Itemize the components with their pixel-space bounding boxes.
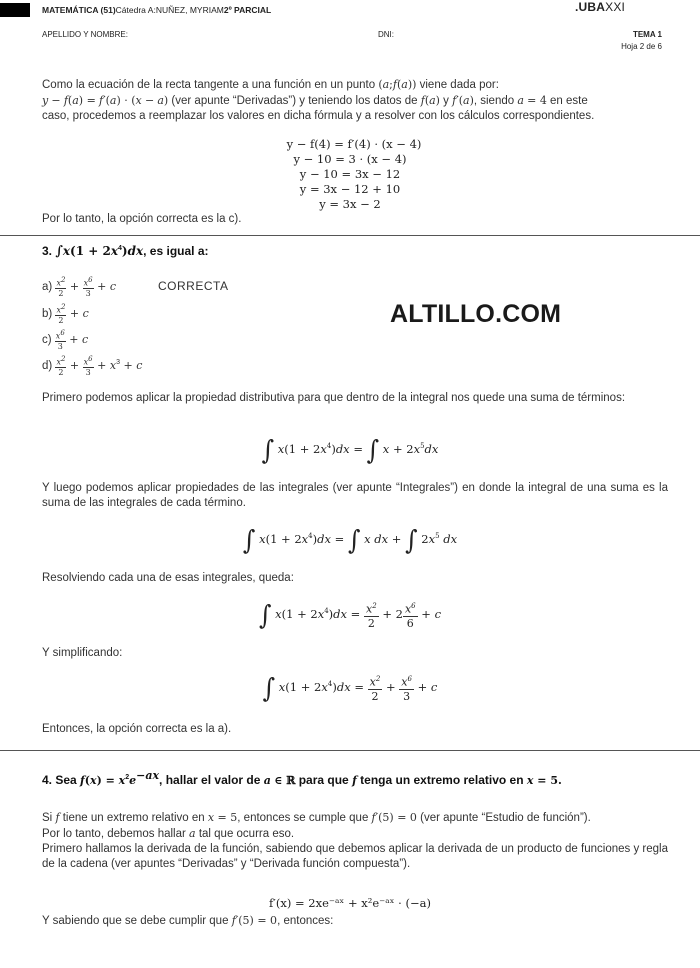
name-label: APELLIDO Y NOMBRE: [42, 30, 128, 39]
q3-equation-1: ∫ $x(1 + 2x^4)dx$ = ∫ $x + 2x^5dx$ [261, 434, 439, 466]
q4-paragraph-2: Y sabiendo que se debe cumplir que f′(5) = 0, entonces: [42, 914, 334, 927]
watermark: ALTILLO.COM [390, 300, 562, 328]
equation-line: y = 3x − 2 [319, 197, 381, 211]
question-3-heading: 3. $\int x(1 + 2x^4)dx$, es igual a: [42, 244, 209, 259]
header-bar [0, 3, 30, 17]
tangent-equations [0, 137, 700, 212]
tema-info: TEMA 1 Hoja 2 de 6 [621, 30, 662, 51]
correct-label: CORRECTA [158, 279, 229, 293]
intro-conclusion: Por lo tanto, la opción correcta es la c). [42, 213, 242, 225]
option-d: d) $\frac{x^2}{2}$ + $\frac{x^6}{3}$ + $x^3 + c$ [42, 355, 143, 377]
exam-title: MATEMÁTICA (51)Cátedra A:NUÑEZ, MYRIAM2º PARCIAL [42, 5, 272, 15]
option-a: a) $\frac{x^2}{2}$ + $\frac{x^6}{3}$ + c [42, 276, 117, 298]
equation-line: y − 10 = 3x − 12 [299, 167, 401, 181]
q3-paragraph-1: Primero podemos aplicar la propiedad distributiva para que dentro de la integral nos quede una suma de términos: [42, 392, 626, 404]
option-c: c) $\frac{x^6}{3}$ + c [42, 329, 89, 351]
divider [0, 235, 700, 236]
q3-paragraph-2: Y luego podemos aplicar propiedades de las integrales (ver apunte “Integrales”) en donde la integral de una suma es la suma de las integrales de cada término. [42, 482, 668, 509]
q3-paragraph-4: Y simplificando: [42, 647, 123, 659]
q4-derivative-equation: f′(x) = 2xe⁻ᵃˣ + x²e⁻ᵃˣ · (−a) [269, 896, 431, 910]
equation-line: y − 10 = 3 · (x − 4) [293, 152, 407, 166]
divider [0, 750, 700, 751]
equation-line: y = 3x − 12 + 10 [299, 182, 401, 196]
equation-line: y − f(4) = f′(4) · (x − 4) [286, 137, 422, 151]
dni-label: DNI: [378, 30, 394, 39]
q4-paragraph-1: Si f tiene un extremo relativo en x = 5, entonces se cumple que f′(5) = 0 (ver apunte “Estudio de función”). Por lo tanto, debemos hallar a tal que ocurra eso. Primero hallamos la derivada de la función, sabiendo que debemos aplicar la derivada de un producto de funciones y regla de la cadena (ver apuntes “Derivadas” y “Derivada función compuesta”). [42, 811, 668, 870]
question-4-heading: 4. Sea $f(x) = x^2e^{-ax}$, hallar el valor de a ∈ ℝ para que f tenga un extremo relativo en x = 5. [42, 769, 562, 787]
q3-equation-2: ∫ $x(1 + 2x^4)dx$ = ∫ x dx + ∫ $2x^5$ dx [242, 524, 458, 556]
option-b: b) $\frac{x^2}{2}$ + c [42, 303, 89, 325]
q3-equation-3: ∫ $x(1 + 2x^4)dx$ = $\frac{x^2}{2}$ + 2 $\frac{x^6}{6}$ + c [258, 599, 442, 631]
q3-conclusion: Entonces, la opción correcta es la a). [42, 723, 232, 735]
q3-equation-4: ∫ $x(1 + 2x^4)dx$ = $\frac{x^2}{2}$ + $\frac{x^6}{3}$ + c [262, 672, 438, 704]
q3-paragraph-3: Resolviendo cada una de esas integrales, queda: [42, 572, 294, 584]
uba-logo: .UBAXXI [575, 0, 626, 14]
intro-paragraph: Como la ecuación de la recta tangente a una función en un punto (a;f(a)) viene dada por: y − f(a) = f′(a) · (x − a) (ver apunte “Derivadas”) y teniendo los datos de f(a) y f′(a), siendo a = 4 en este caso, procedemos a reemplazar los valores en dicha fórmula y a resolver con los cálculos correspondientes. [42, 78, 595, 122]
